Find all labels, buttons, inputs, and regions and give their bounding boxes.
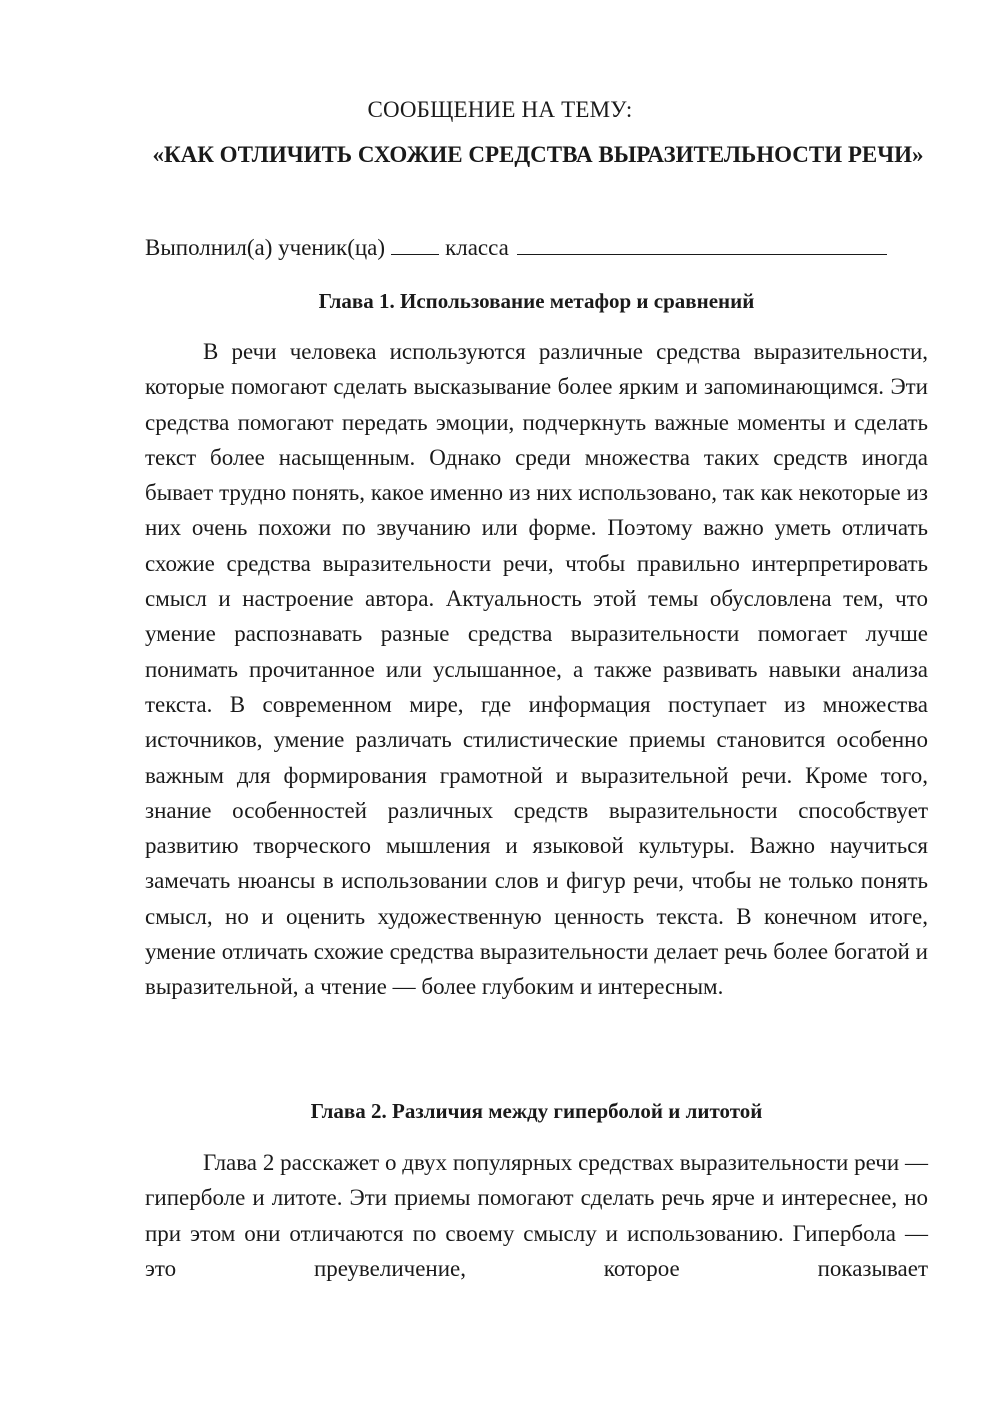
student-name-blank [517, 230, 887, 255]
class-number-blank [391, 230, 439, 255]
author-byline [145, 230, 887, 265]
chapter-2-paragraph: Глава 2 расскажет о двух популярных средствах выразительности речи — гиперболе и литоте. Эти приемы помогают сделать речь ярче и интереснее, но при этом они отличаются по своему смыслу и использованию. Гипербола — это преувеличение, которое показывает [145, 1150, 928, 1281]
chapter-1-heading: Глава 1. Использование метафор и сравнений [318, 289, 755, 313]
document-subtitle: СООБЩЕНИЕ НА ТЕМУ: [367, 97, 633, 122]
chapter-1-paragraph: В речи человека используются различные средства выразительности, которые помогают сделать высказывание более ярким и запоминающимся. Эти средства помогают передать эмоции, подчеркнуть важные моменты и сделать текст более насыщенным. Однако среди множества таких средств иногда бывает трудно понять, какое именно из них использовано, так как некоторые из них очень похожи по звучанию или форме. Поэтому важно уметь отличать схожие средства выразительности речи, чтобы правильно интерпретировать смысл и настроение автора. Актуальность этой темы обусловлена тем, что умение распознавать разные средства выразительности помогает лучше понимать прочитанное или услышанное, а также развивать навыки анализа текста. В современном мире, где информация поступает из множества источников, умение различать стилистические приемы становится особенно важным для формирования грамотной и выразительной речи. Кроме того, знание особенностей различных средств выразительности способствует развитию творческого мышления и языковой культуры. Важно научиться замечать нюансы в использовании слов и фигур речи, чтобы не только понять смысл, но и оценить художественную ценность текста. В конечном итоге, умение отличать схожие средства выразительности делает речь более богатой и выразительной, а чтение — более глубоким и интересным. [145, 339, 928, 1000]
byline-prefix: Выполнил(а) ученик(ца) [145, 235, 386, 260]
chapter-2-heading: Глава 2. Различия между гиперболой и литотой [310, 1099, 763, 1123]
byline-class-label: класса [445, 235, 509, 260]
document-title: «КАК ОТЛИЧИТЬ СХОЖИЕ СРЕДСТВА ВЫРАЗИТЕЛЬНОСТИ РЕЧИ» [152, 142, 924, 167]
